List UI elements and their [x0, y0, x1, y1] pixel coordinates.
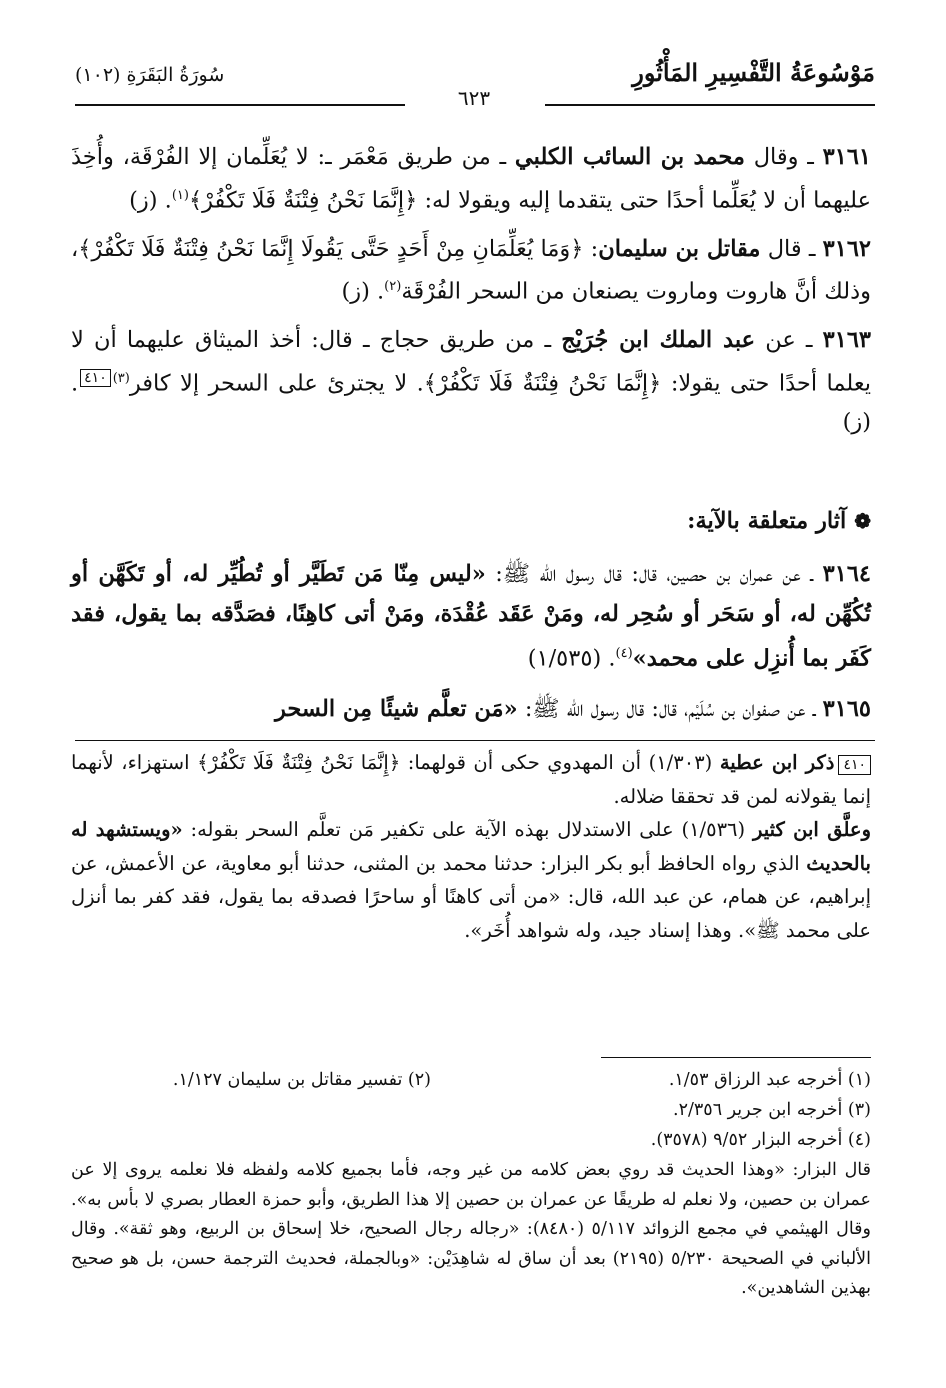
hadith-3165 [71, 689, 871, 729]
hadith-number: ٣١٦٥ [822, 695, 871, 722]
footnote-4-note [71, 1156, 871, 1304]
hadith-block [71, 554, 871, 739]
hadith-tail: . (١/٥٣٥) [527, 645, 616, 672]
narration-tail: . (ز) [71, 370, 871, 435]
commentary-text: (١/٣٠٣) أن المهدوي حكى أن قولهما: ﴿إِنَّمَا نَحْنُ فِتْنَةٌ فَلَا تَكْفُرْ﴾ استهزاء، لأنهما إنما يقولانه لمن قد تحققا ضلاله. [71, 751, 871, 808]
book-title: مَوْسُوعَةُ التَّفْسِيرِ المَأْثُورِ [632, 58, 875, 87]
header-rule-right [545, 104, 875, 106]
footnote-marker[interactable]: (٢) [384, 279, 402, 294]
narration-tail: . (ز) [129, 187, 172, 213]
narration-3162 [71, 230, 871, 312]
footnote-1: (١) أخرجه عبد الرزاق ١/٥٣. [668, 1070, 871, 1090]
narration-text-cont: . لا يجترئ على السحر إلا كافر [129, 370, 424, 396]
commentary-block [71, 746, 871, 947]
section-heading [71, 508, 871, 534]
commentary-number-box: ٤١٠ [838, 755, 871, 775]
narration-number: ٣١٦١ [822, 144, 871, 170]
main-text [71, 138, 871, 451]
narration-3161 [71, 138, 871, 220]
hadith-number: ٣١٦٤ [822, 561, 871, 587]
narration-intro: ـ قال [760, 235, 823, 262]
narration-3163 [71, 321, 871, 441]
page-number: ٦٢٣ [428, 86, 520, 110]
header-rule-left [75, 104, 405, 106]
footnote-2: (٢) تفسير مقاتل بن سليمان ١/١٢٧. [172, 1070, 431, 1090]
footnote-separator [601, 1057, 871, 1058]
narration-text: ـ من طريق مَعْمَر ـ: لا يُعَلِّمان إلا الفُرْقَة، وأُخِذَ عليهما أن لا يُعَلِّما أحدًا حتى يتقدما إليه ويقولا له: [71, 144, 871, 213]
footnote-marker[interactable]: (٤) [615, 646, 633, 661]
hadith-intro: ـ عن عمران بن حصين، قال: قال رسول الله ﷺ: [485, 561, 823, 587]
footnote-3: (٣) أخرجه ابن جرير ٢/٣٥٦. [673, 1100, 871, 1120]
commentary-text: (١/٥٣٦) على الاستدلال بهذه الآية على تكفير مَن تعلَّم السحر بقوله: [182, 818, 753, 841]
section-title: آثار متعلقة بالآية: [687, 508, 847, 534]
narration-tail: . (ز) [341, 278, 385, 305]
commentary-ref-box[interactable]: ٤١٠ [80, 369, 111, 387]
narration-text: : [583, 235, 599, 262]
flower-ornament-icon: ❁ [854, 509, 871, 533]
narration-intro: ـ عن [755, 327, 823, 353]
commentary-author: وعلَّق ابن كثير [752, 818, 871, 841]
footnote-4: (٤) أخرجه البزار ٩/٥٢ (٣٥٧٨). [650, 1130, 871, 1150]
quran-quote: ﴿إِنَّمَا نَحْنُ فِتْنَةٌ فَلَا تَكْفُرْ﴾ [188, 187, 418, 213]
hadith-intro: ـ عن صفوان بن سُلَيْم، قال: قال رسول الله ﷺ: [517, 695, 823, 722]
hadith-text: «ليس مِنّا مَن تَطَيَّر أو تُطُيِّر له، أو تَكَهَّن أو تُكُهِّن له، أو سَحَر أو سُحِر له، ومَنْ عَقَد عُقْدَة، ومَنْ أتى كاهِنًا، فصَدَّقه بما يقول، فقد كَفَر بما أُنزِل على محمد» [71, 561, 871, 672]
narration-text: ـ من طريق حجاج ـ قال: أخذ الميثاق عليهما أن لا يعلما أحدًا حتى يقولا: [71, 327, 871, 396]
footnote-marker[interactable]: (١) [171, 187, 189, 203]
narrator-name: محمد بن السائب الكلبي [514, 144, 745, 170]
hadith-3164 [71, 554, 871, 679]
sura-label: سُورَةُ البَقَرَةِ (١٠٢) [75, 64, 225, 86]
commentary-para-2 [71, 813, 871, 947]
narration-number: ٣١٦٣ [822, 327, 871, 353]
narrator-name: مقاتل بن سليمان [598, 235, 761, 262]
commentary-text-cont: الذي رواه الحافظ أبو بكر البزار: حدثنا محمد بن المثنى، حدثنا أبو معاوية، عن الأعمش، عن إبراهيم، عن همام، عن عبد الله، قال: «من أتى كاهنًا أو ساحرًا فصدقه بما يقول، فقد كفر بما أنزل على محمد ﷺ». وهذا إسناد جيد، وله شواهد أُخَر». [71, 851, 871, 942]
commentary-author: ذكر ابن عطية [719, 751, 835, 774]
quran-quote: ﴿إِنَّمَا نَحْنُ فِتْنَةٌ فَلَا تَكْفُرْ﴾ [423, 370, 662, 396]
quran-quote: ﴿وَمَا يُعَلِّمَانِ مِنْ أَحَدٍ حَتَّى يَقُولَا إِنَّمَا نَحْنُ فِتْنَةٌ فَلَا تَكْفُرْ﴾ [78, 235, 584, 262]
narrator-name: عبد الملك ابن جُرَيْج [561, 327, 756, 353]
footnote-marker[interactable]: (٣) [112, 370, 130, 386]
narration-number: ٣١٦٢ [822, 235, 871, 262]
footnote-note-text: قال البزار: «وهذا الحديث قد روي بعض كلامه من غير وجه، فأما بجميع كلامه ولفظه فلا نعلمه يروى إلا عن عمران بن حصين، ولا نعلم له طريقًا عن عمران بن حصين إلا هذا الطريق، وأبو حمزة العطار بصري لا بأس به». وقال الهيثمي في مجمع الزوائد ٥/١١٧ (٨٤٨٠): «رجاله رجال الصحيح، خلا إسحاق بن الربيع، وهو ثقة». وقال الألباني في الصحيحة ٥/٢٣٠ (٢١٩٥) بعد أن ساق له شاهِدَيْن: «وبالجملة، فحديث الترجمة حسن، بل هو صحيح بهذين الشاهدين». [71, 1160, 871, 1298]
commentary-emphasis: «ويستشهد له بالحديث [71, 818, 871, 875]
commentary-para-1 [71, 746, 871, 813]
narration-text-cont: ، وذلك أنَّ هاروت وماروت يصنعان من السحر الفُرْقَة [71, 235, 871, 305]
narration-intro: ـ وقال [744, 144, 823, 170]
hadith-text: «مَن تعلَّم شيئًا مِن السحر [274, 695, 518, 722]
commentary-separator [75, 740, 875, 741]
